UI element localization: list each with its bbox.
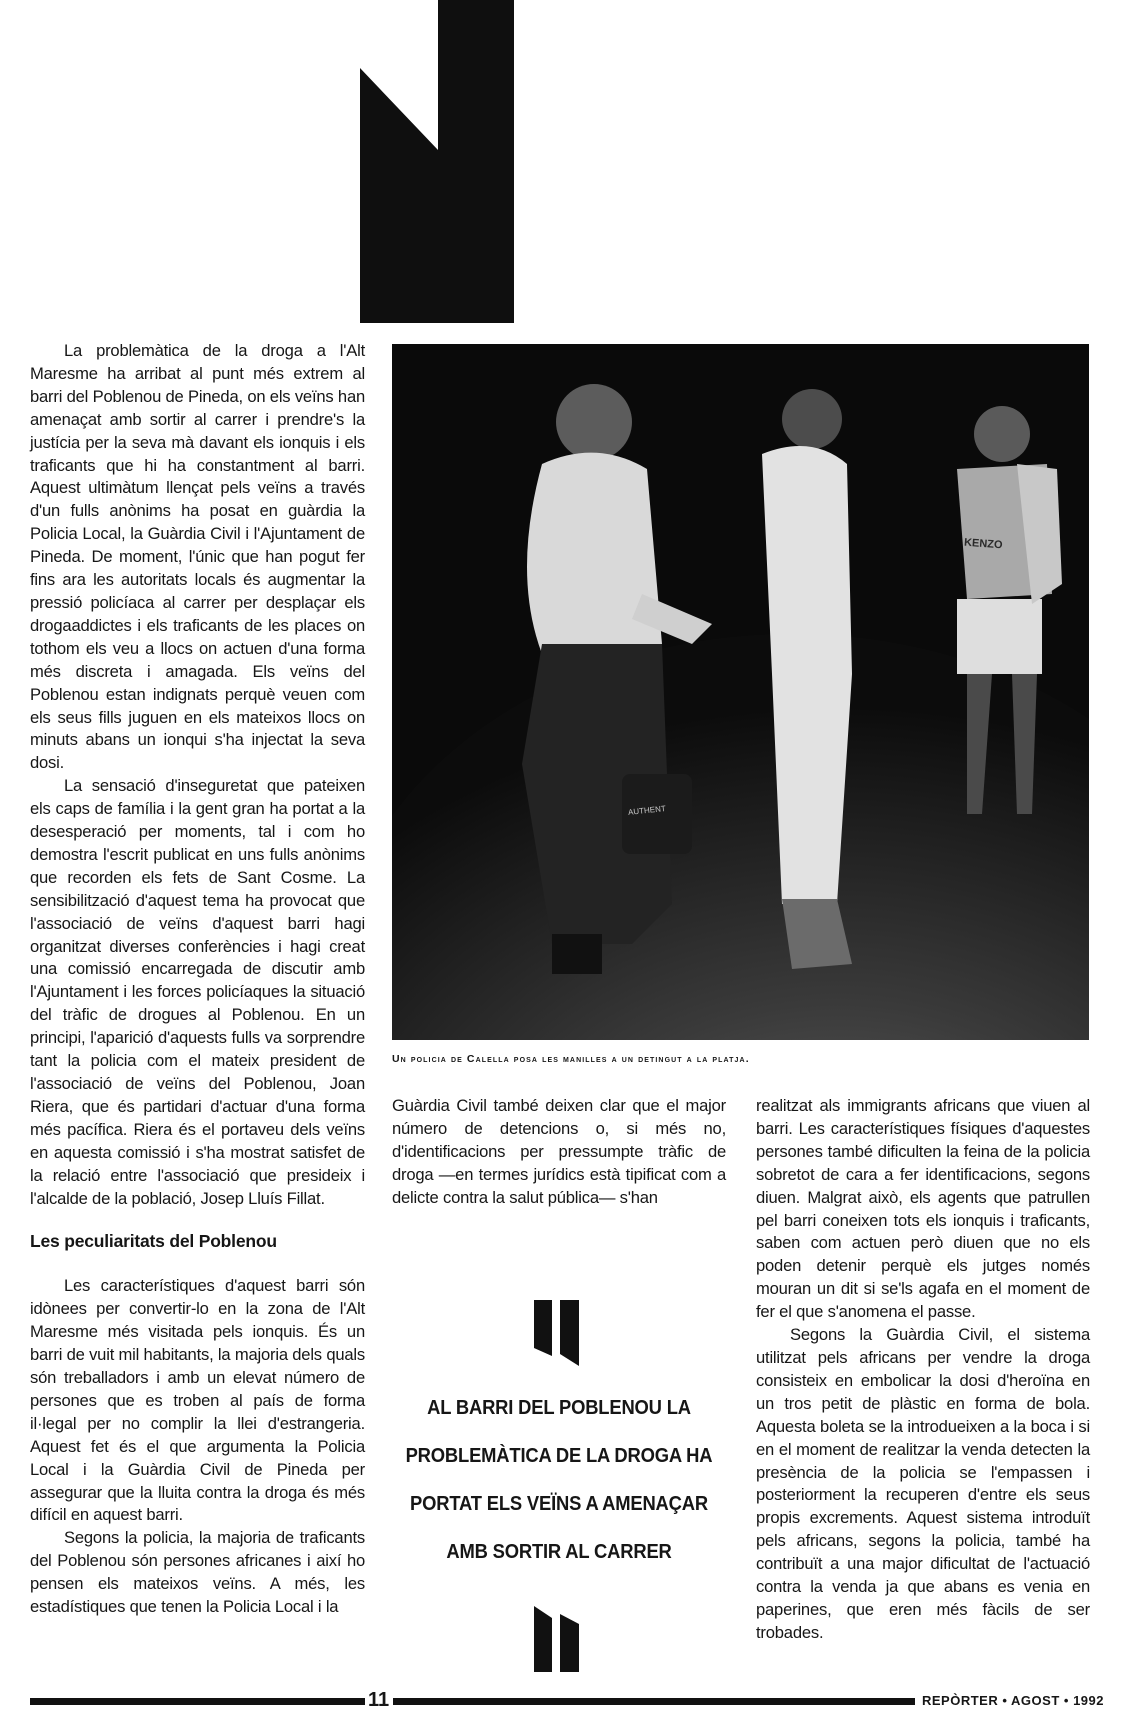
issue-year: 1992 [1073,1693,1104,1708]
article-column-3 [756,1095,1090,1645]
paragraph: Segons la Guàrdia Civil, el sistema utilitzat pels africans per vendre la droga consisteix en embolicar la dosi d'heroïna en un tros petit de plàstic en forma de bola. Aquesta boleta se la introdueixen a la boca i si en el moment de realitzar la venda detecten la presència de la policia se l'empassen i posteriorment la recuperen d'entre els seus propis excrements. Aquest sistema introduït pels africans, segons la policia, també ha contribuït a una major dificultat de l'actuació contra la venda ja que abans es venia en paperines, que eren més fàcils de ser trobades. [756,1325,1090,1642]
photo-scene [392,344,1089,1040]
publication-name: REPÒRTER [922,1693,999,1708]
article-column-1 [30,340,365,1619]
pullquote-line: PROBLEMÀTICA DE LA DROGA HA [405,1445,713,1467]
issue-month: AGOST [1011,1693,1060,1708]
article-column-2 [392,1095,726,1210]
photo-caption: Un policia de Calella posa les manilles a un detingut a la platja. [392,1053,750,1065]
bag-print: AUTHENT [627,804,667,817]
pullquote-text [405,1384,712,1576]
quote-close-icon [532,1606,584,1672]
footer-rule-right [393,1698,915,1705]
footer-rule-left [30,1698,365,1705]
decorative-n-graphic [360,0,514,323]
news-photo [392,344,1089,1040]
paragraph: Les característiques d'aquest barri són idònees per convertir-lo en la zona de l'Alt Maresme més visitada pels ionquis. És un barri de vuit mil habitants, la majoria dels quals són treballadors i amb un elevat número de persones que es troben al país de forma il·legal per no complir la llei d'estrangeria. Aquest fet és el que argumenta la Policia Local i la Guàrdia Civil de Pineda per assegurar que la lluita contra la droga és més difícil en aquest barri. [30,1276,365,1525]
paragraph: Segons la policia, la majoria de traficants del Poblenou són persones africanes i així ho pensen els mateixos veïns. A més, les estadístiques que tenen la Policia Local i la [30,1528,365,1617]
separator-dot: • [1063,1693,1074,1708]
quote-open-icon [532,1300,584,1366]
page-number: 11 [368,1689,390,1711]
paragraph: La problemàtica de la droga a l'Alt Maresme ha arribat al punt més extrem al barri del Poblenou de Pineda, on els veïns han amenaçat amb sortir al carrer i prendre's la justícia per la seva mà davant els ionquis i els traficants que hi ha constantment al barri. Aquest ultimàtum llençat pels veïns a través d'un fulls anònims ha posat en guàrdia la Policia Local, la Guàrdia Civil i l'Ajuntament de Pineda. De moment, l'únic que han pogut fer fins ara les autoritats locals és augmentar la pressió policíaca al carrer per desplaçar els drogaaddictes i els traficants de les places on tothom els veu a llocs on actuen d'una forma més discreta i amagada. Els veïns del Poblenou estan indignats perquè veuen com els seus fills juguen en els mateixos llocs on minuts abans un ionqui s'ha injectat la seva dosi. [30,341,365,773]
paragraph: La sensació d'inseguretat que pateixen els caps de família i la gent gran ha portat a la desesperació per moments, tal i com ho demostra l'escrit publicat en uns fulls anònims que recorden els fets de Sant Cosme. La sensibilització d'aquest tema ha provocat que l'associació de veïns d'aquest barri hagi organitzat diverses conferències i hagi creat una comissió encarregada de discutir amb l'Ajuntament i les forces policíaques la situació del tràfic de drogues al Poblenou. En un principi, l'aparició d'aquests fulls va sorprendre tant la policia com el mateix president de l'associació de veïns del Poblenou, Joan Riera, que és partidari d'actuar d'una forma més pacífica. Riera és el portaveu dels veïns en aquesta comissió i s'ha mostrat satisfet de la relació entre l'associació que presideix i l'alcalde de la població, Josep Lluís Fillat. [30,776,365,1208]
separator-dot: • [1002,1693,1012,1708]
pullquote [392,1300,726,1672]
pullquote-line: PORTAT ELS VEÏNS A AMENAÇAR [410,1493,708,1515]
pullquote-line: AMB SORTIR AL CARRER [446,1541,672,1563]
pullquote-line: AL BARRI DEL POBLENOU LA [427,1397,691,1419]
paragraph: realitzat als immigrants africans que viuen al barri. Les característiques físiques d'aquestes persones també dificulten la feina de la policia sobretot de cara a fer identificacions, segons diuen. Malgrat això, els agents que patrullen pel barri coneixen tots els ionquis i traficants, saben com actuen però diuen que no els poden detenir perquè els jutges només mouran un dit si se'ls agafa en el moment de fer el que s'anomena el passe. [756,1096,1090,1322]
footer-publication [922,1693,1104,1708]
subheading: Les peculiaritats del Poblenou [30,1231,277,1252]
shirt-print: KENZO [963,536,1003,552]
paragraph: Guàrdia Civil també deixen clar que el major número de detencions o, si més no, d'identificacions per pressumpte tràfic de droga —en termes jurídics està tipificat com a delicte contra la salut pública— s'han [392,1096,726,1207]
